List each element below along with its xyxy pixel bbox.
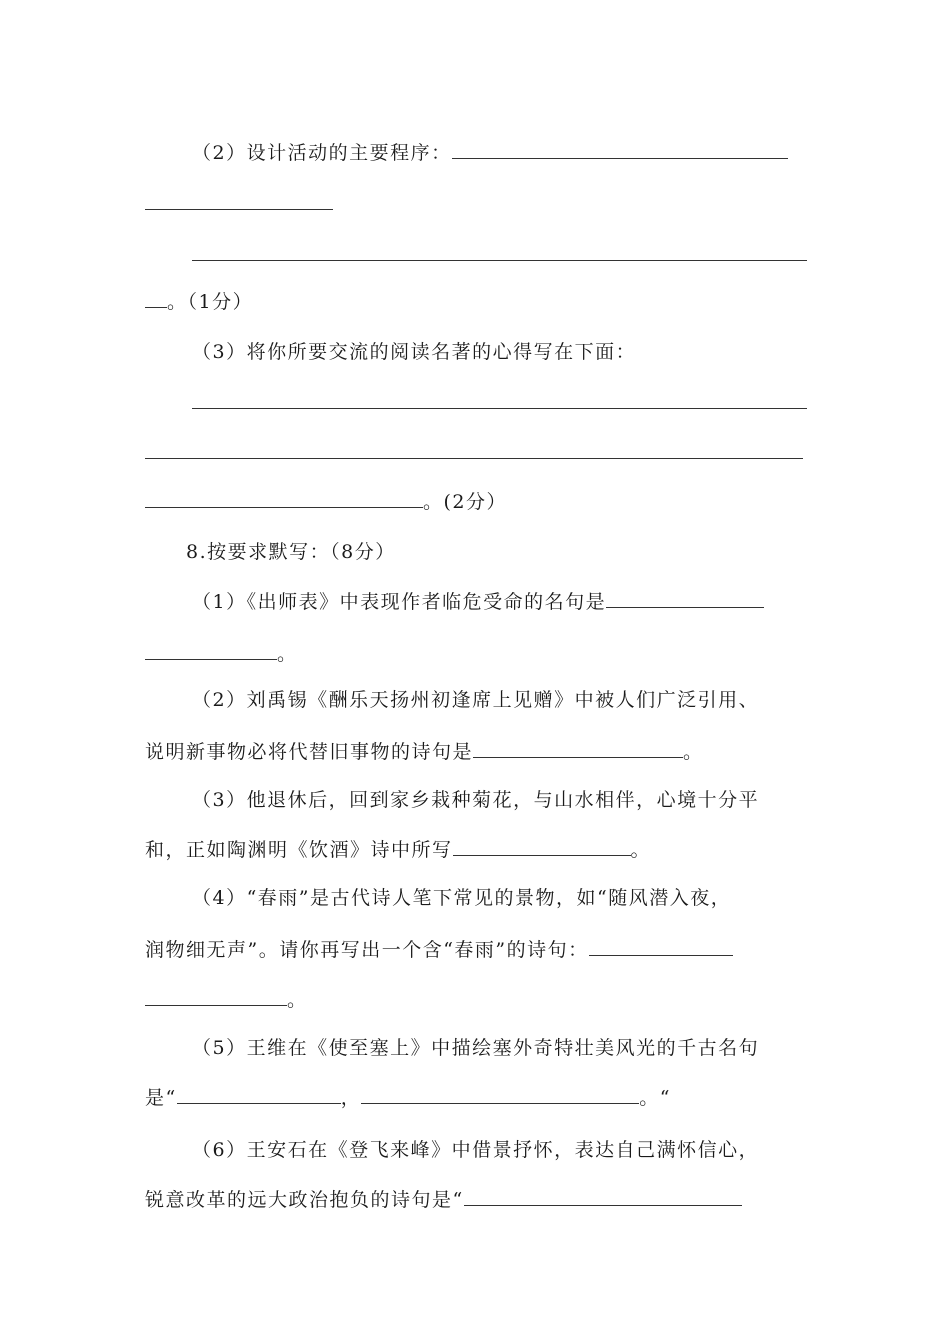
q8-item2-line-b bbox=[145, 738, 807, 766]
q8-item3-line-b bbox=[145, 836, 807, 864]
q7-item3-score: 。(2分） bbox=[423, 491, 508, 513]
q8-item5-answer-blank-2[interactable] bbox=[361, 1085, 639, 1104]
q7-item3-line bbox=[192, 338, 807, 366]
q8-item4-text-a: （4）“春雨”是古代诗人笔下常见的景物，如“随风潜入夜， bbox=[192, 887, 732, 909]
q8-item6-line-b bbox=[145, 1186, 807, 1214]
q8-heading-text: 8.按要求默写：（8分） bbox=[186, 541, 396, 563]
q8-item5-line-a bbox=[192, 1034, 807, 1062]
q7-item3-end-line bbox=[145, 488, 807, 516]
q8-item4-answer-blank[interactable] bbox=[589, 937, 733, 956]
q8-item6-line-a bbox=[192, 1136, 807, 1164]
q8-item4-line-b bbox=[145, 936, 807, 964]
q8-item4-line-a bbox=[192, 884, 807, 912]
q8-heading bbox=[186, 538, 848, 566]
q8-item3-line-a bbox=[192, 786, 807, 814]
q8-item5-answer-blank-1[interactable] bbox=[177, 1085, 341, 1104]
q7-item3-answer-blank-2[interactable] bbox=[145, 458, 803, 459]
q7-item2-line bbox=[192, 139, 807, 167]
q7-item3-label: （3）将你所要交流的阅读名著的心得写在下面： bbox=[192, 341, 637, 363]
q8-item5-text-a: （5）王维在《使至塞上》中描绘塞外奇特壮美风光的千古名句 bbox=[192, 1037, 760, 1059]
q8-item6-text-a: （6）王安石在《登飞来峰》中借景抒怀，表达自己满怀信心， bbox=[192, 1139, 760, 1161]
q8-item3-text-a: （3）他退休后，回到家乡栽种菊花，与山水相伴，心境十分平 bbox=[192, 789, 760, 811]
q8-item4-answer-blank-cont[interactable] bbox=[145, 987, 287, 1006]
q7-item2-end-line bbox=[145, 288, 807, 316]
q8-item1-answer-blank-cont[interactable] bbox=[145, 641, 277, 660]
q8-item5-text-b: 是“ bbox=[145, 1087, 177, 1109]
q8-item3-period: 。 bbox=[630, 839, 652, 861]
q8-item3-answer-blank[interactable] bbox=[453, 837, 631, 856]
q8-item1-line bbox=[192, 588, 807, 616]
q8-item1-answer-blank[interactable] bbox=[606, 589, 764, 608]
q7-item3-answer-blank-3[interactable] bbox=[145, 489, 423, 508]
q7-item2-label: （2）设计活动的主要程序： bbox=[192, 142, 452, 164]
q7-item2-answer-blank[interactable] bbox=[452, 140, 788, 159]
q7-item2-answer-blank-line2[interactable] bbox=[192, 260, 807, 261]
q7-item2-answer-blank-cont[interactable] bbox=[145, 209, 333, 210]
q7-item3-answer-blank-1[interactable] bbox=[192, 408, 807, 409]
q8-item4-period: 。 bbox=[287, 989, 308, 1011]
q8-item2-answer-blank[interactable] bbox=[473, 739, 683, 758]
q7-item2-score: 。（1分） bbox=[167, 291, 254, 313]
q8-item5-line-b bbox=[145, 1084, 807, 1112]
q8-item5-period: 。“ bbox=[639, 1087, 671, 1109]
q8-item1-period: 。 bbox=[277, 643, 298, 665]
q8-item2-text-a: （2）刘禹锡《酬乐天扬州初逢席上见赠》中被人们广泛引用、 bbox=[192, 689, 760, 711]
q8-item1-text: （1）《出师表》中表现作者临危受命的名句是 bbox=[192, 591, 607, 613]
q8-item4-text-b: 润物细无声”。请你再写出一个含“春雨”的诗句： bbox=[145, 939, 589, 961]
q8-item2-text-b: 说明新事物必将代替旧事物的诗句是 bbox=[145, 741, 474, 763]
q8-item6-text-b: 锐意改革的远大政治抱负的诗句是“ bbox=[145, 1189, 464, 1211]
q8-item1-end-line bbox=[145, 640, 807, 668]
q8-item6-answer-blank[interactable] bbox=[464, 1187, 742, 1206]
q8-item4-end-line bbox=[145, 986, 807, 1014]
q8-item2-period: 。 bbox=[683, 741, 704, 763]
q8-item3-text-b: 和，正如陶渊明《饮酒》诗中所写 bbox=[145, 839, 453, 861]
q7-item2-answer-blank-tail[interactable] bbox=[145, 289, 167, 308]
q8-item5-comma: ， bbox=[340, 1087, 362, 1109]
q8-item2-line-a bbox=[192, 686, 807, 714]
